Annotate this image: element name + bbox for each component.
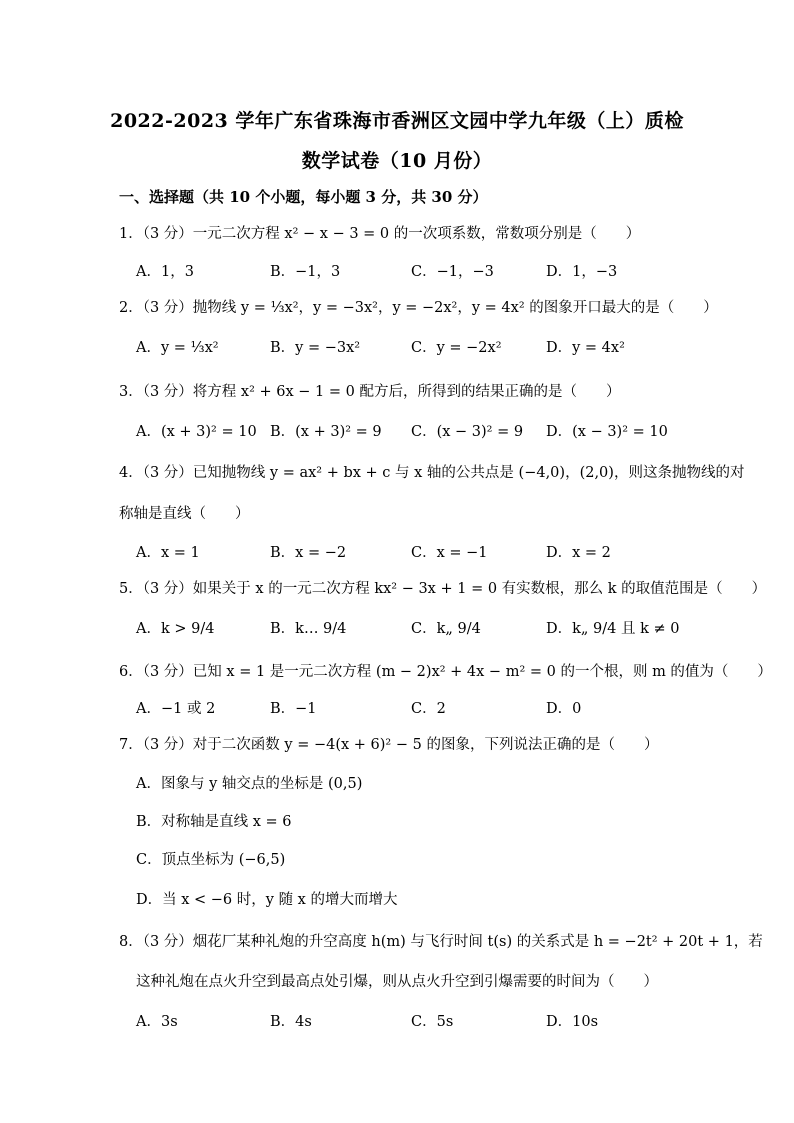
question-8-option-d: D．10s [546, 1014, 599, 1030]
question-2-option-c: C．y = −2x² [411, 340, 502, 356]
question-7-stem: 7．（3 分）对于二次函数 y = −4(x + 6)² − 5 的图象，下列说法正确的是（ ） [119, 737, 659, 753]
question-6-option-a: A．−1 或 2 [136, 701, 216, 717]
question-3-option-b: B．(x + 3)² = 9 [270, 424, 382, 440]
question-7-option-d: D．当 x < −6 时，y 随 x 的增大而增大 [136, 892, 398, 908]
question-6-option-d: D．0 [546, 701, 582, 717]
question-6-option-c: C．2 [411, 701, 446, 717]
question-1-option-c: C．−1，−3 [411, 264, 494, 280]
section-heading: 一、选择题（共 10 个小题，每小题 3 分，共 30 分） [119, 188, 488, 206]
question-3-option-a: A．(x + 3)² = 10 [136, 424, 257, 440]
question-8-option-b: B．4s [270, 1014, 312, 1030]
question-8-option-a: A．3s [136, 1014, 178, 1030]
question-4-stem-cont: 称轴是直线（ ） [119, 506, 250, 522]
question-8-stem: 8．（3 分）烟花厂某种礼炮的升空高度 h(m) 与飞行时间 t(s) 的关系式是 h = −2t² + 20t + 1，若 [119, 934, 763, 950]
question-5-option-d: D．k„ 9/4 且 k ≠ 0 [546, 621, 680, 637]
question-5-stem: 5．（3 分）如果关于 x 的一元二次方程 kx² − 3x + 1 = 0 有实数根，那么 k 的取值范围是（ ） [119, 581, 767, 597]
question-4-option-b: B．x = −2 [270, 545, 347, 561]
question-1-stem: 1．（3 分）一元二次方程 x² − x − 3 = 0 的一次项系数，常数项分别是（ ） [119, 226, 641, 242]
question-5-option-c: C．k„ 9/4 [411, 621, 481, 637]
question-8-stem-cont: 这种礼炮在点火升空到最高点处引爆，则从点火升空到引爆需要的时间为（ ） [136, 974, 658, 990]
question-5-option-a: A．k > 9/4 [136, 621, 215, 637]
exam-subtitle: 数学试卷（10 月份） [301, 150, 493, 172]
question-4-option-d: D．x = 2 [546, 545, 611, 561]
question-6-stem: 6．（3 分）已知 x = 1 是一元二次方程 (m − 2)x² + 4x − m² = 0 的一个根，则 m 的值为（ ） [119, 664, 772, 680]
question-2-option-a: A．y = ⅓x² [136, 340, 219, 356]
question-2-option-b: B．y = −3x² [270, 340, 361, 356]
question-1-option-d: D．1，−3 [546, 264, 618, 280]
exam-title: 2022-2023 学年广东省珠海市香洲区文园中学九年级（上）质检 [110, 110, 684, 132]
question-7-option-c: C．顶点坐标为 (−6,5) [136, 852, 286, 868]
question-3-option-c: C．(x − 3)² = 9 [411, 424, 524, 440]
question-8-option-c: C．5s [411, 1014, 454, 1030]
question-4-option-c: C．x = −1 [411, 545, 488, 561]
question-6-option-b: B．−1 [270, 701, 317, 717]
question-1-option-a: A．1，3 [136, 264, 194, 280]
question-2-stem: 2．（3 分）抛物线 y = ⅓x²，y = −3x²，y = −2x²，y = 4x² 的图象开口最大的是（ ） [119, 300, 718, 316]
question-2-option-d: D．y = 4x² [546, 340, 625, 356]
question-5-option-b: B．k… 9/4 [270, 621, 347, 637]
question-7-option-b: B．对称轴是直线 x = 6 [136, 814, 292, 830]
question-7-option-a: A．图象与 y 轴交点的坐标是 (0,5) [136, 776, 363, 792]
question-3-stem: 3．（3 分）将方程 x² + 6x − 1 = 0 配方后，所得到的结果正确的是（ ） [119, 384, 621, 400]
question-3-option-d: D．(x − 3)² = 10 [546, 424, 668, 440]
question-4-stem: 4．（3 分）已知抛物线 y = ax² + bx + c 与 x 轴的公共点是 (−4,0)，(2,0)，则这条抛物线的对 [119, 465, 745, 481]
question-1-option-b: B．−1，3 [270, 264, 341, 280]
question-4-option-a: A．x = 1 [136, 545, 200, 561]
